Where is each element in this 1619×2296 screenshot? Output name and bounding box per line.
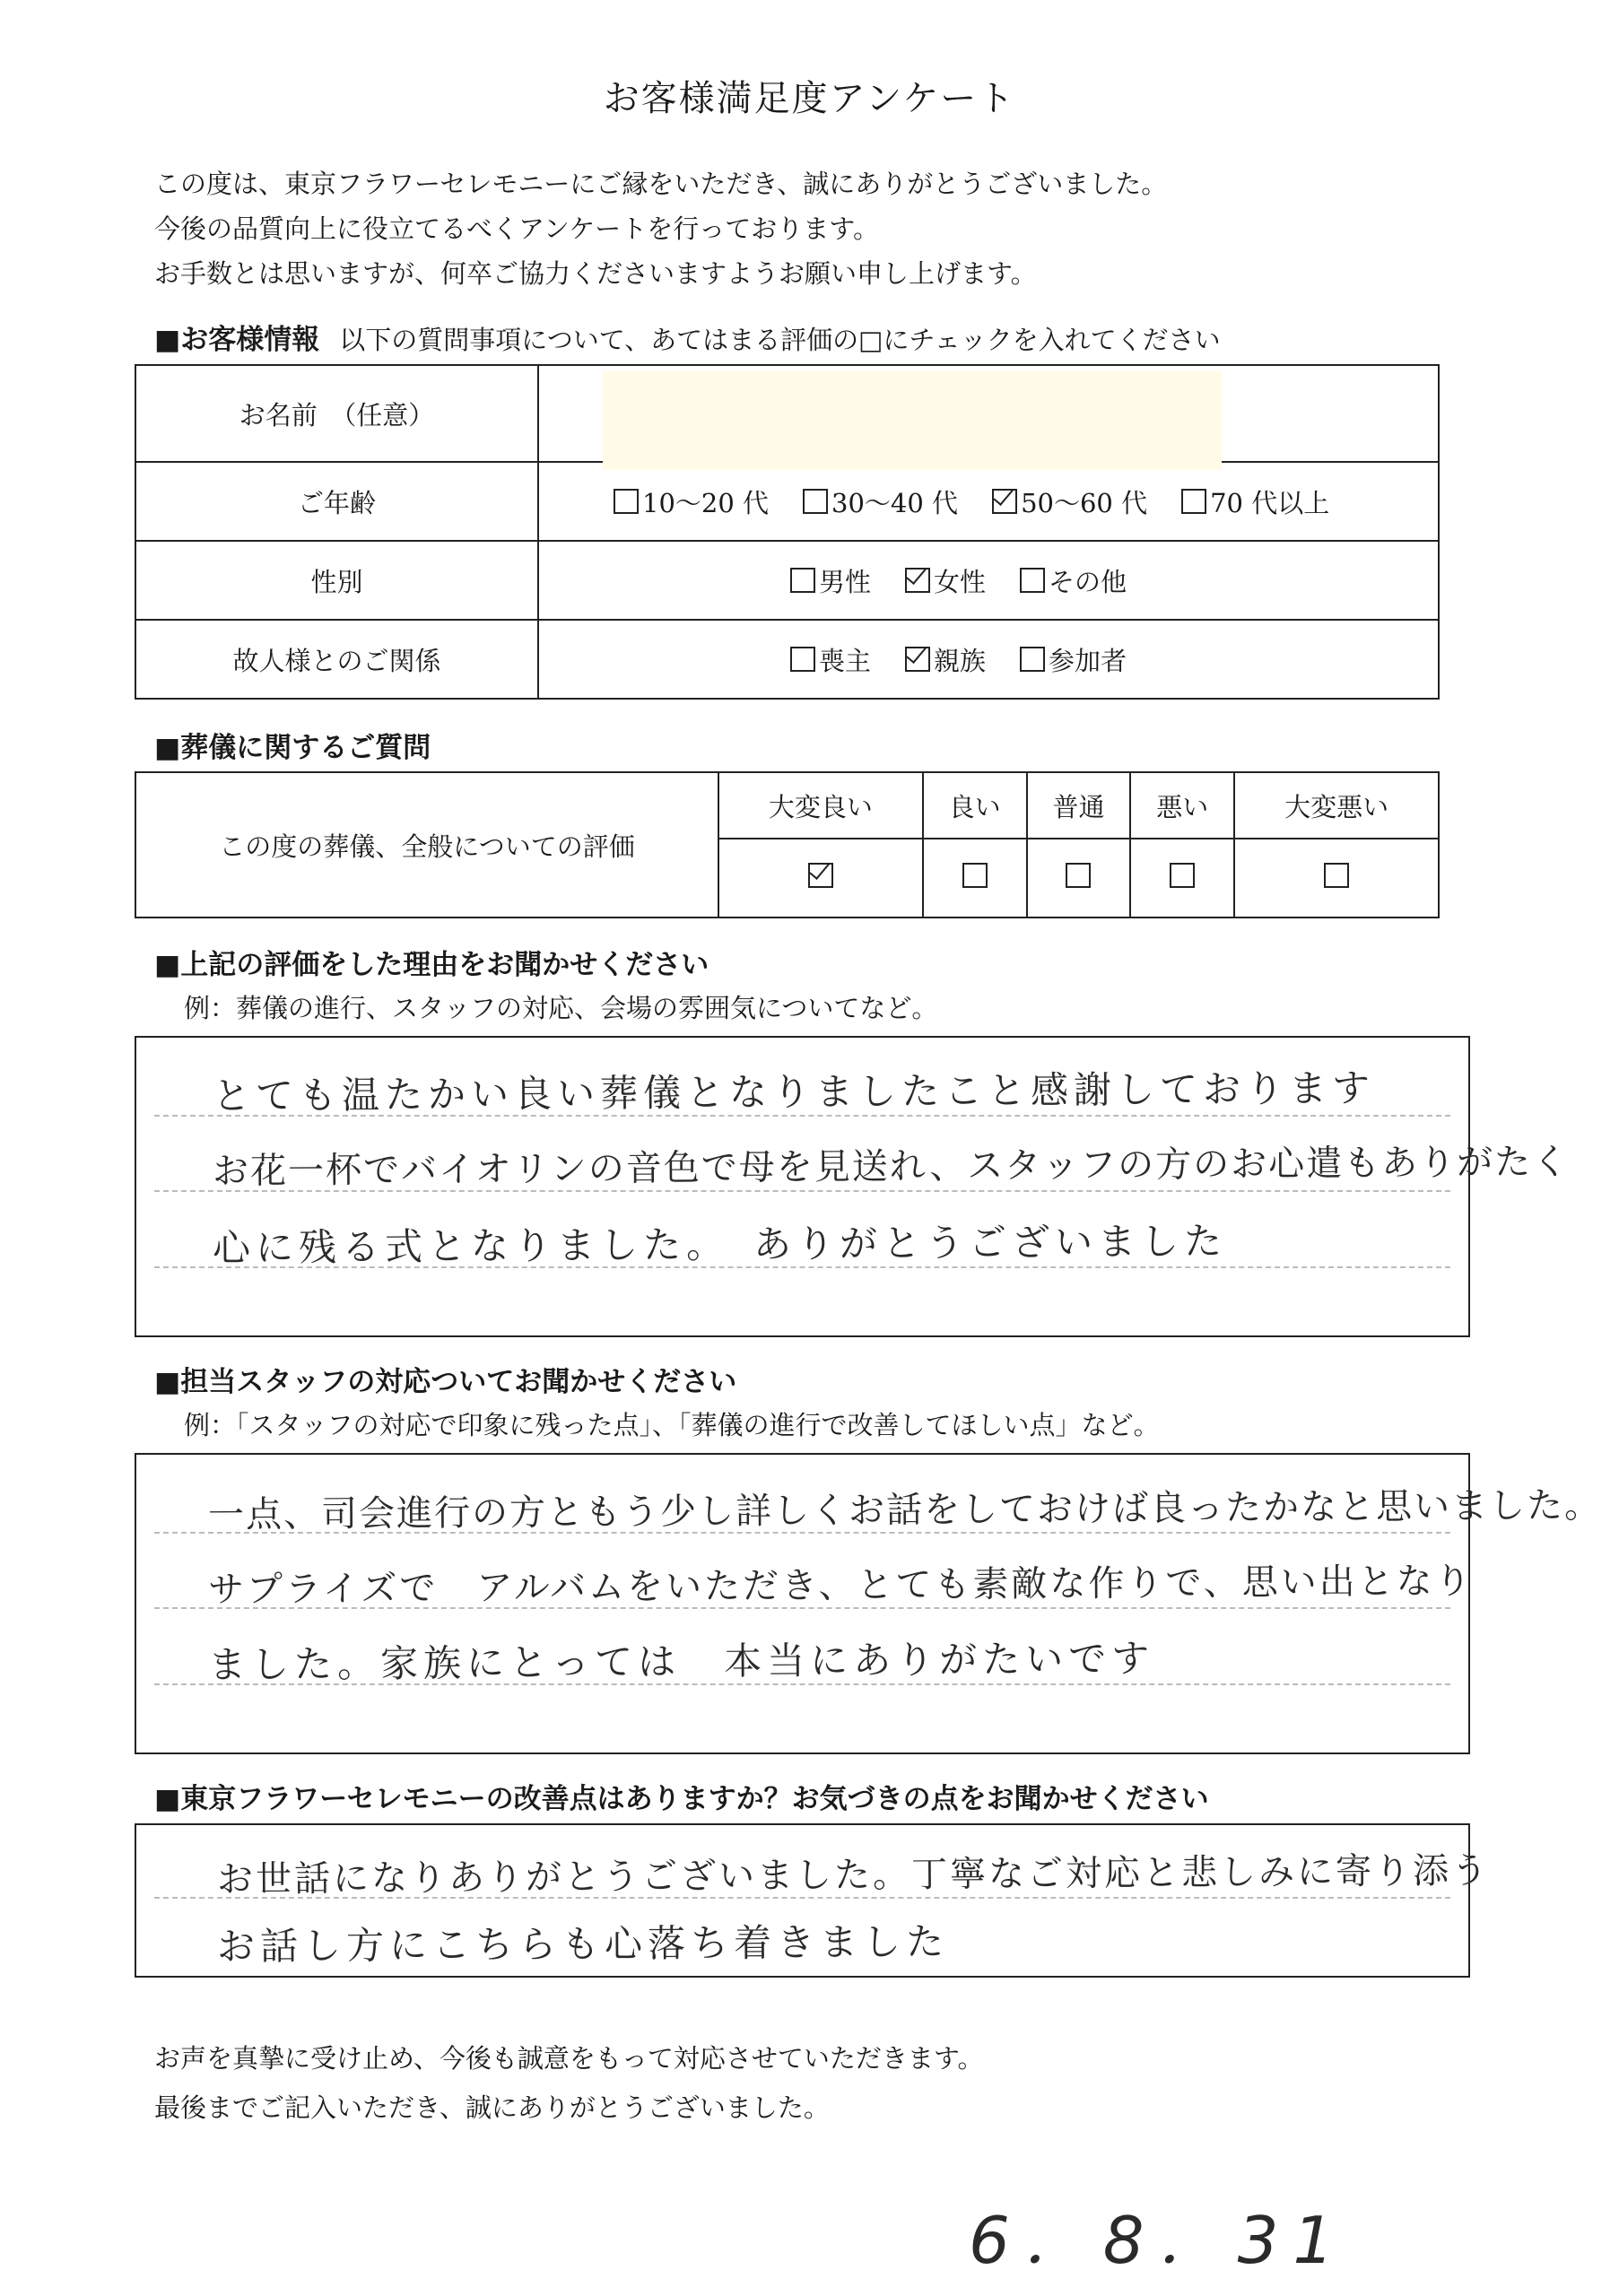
intro-line: この度は、東京フラワーセレモニーにご縁をいただき、誠にありがとうございました。	[154, 169, 1168, 199]
relation-option[interactable]	[1020, 641, 1127, 678]
option-label: 50～60 代	[1021, 487, 1148, 518]
checkbox[interactable]	[803, 489, 828, 514]
intro-line: お手数とは思いますが、何卒ご協力くださいますようお願い申し上げます。	[154, 258, 1037, 289]
intro-line: 今後の品質向上に役立てるべくアンケートを行っております。	[154, 213, 879, 244]
handwritten-line: 心に残る式となりました。 ありがとうございました	[212, 1219, 1228, 1270]
age-option[interactable]	[992, 483, 1147, 520]
funeral-questions-heading: ■葬儀に関するご質問	[154, 732, 431, 764]
age-options-cell	[538, 462, 1439, 541]
gender-option[interactable]	[1020, 562, 1127, 599]
staff-answer-box[interactable]	[135, 1453, 1603, 1754]
intro-text	[154, 161, 1167, 296]
section-title: ■お客様情報	[154, 324, 320, 356]
handwritten-line: お話し方にこちらも心落ち着きました	[216, 1919, 950, 1969]
relation-option[interactable]	[790, 641, 871, 678]
checkbox[interactable]	[962, 863, 988, 888]
checkbox[interactable]	[1324, 863, 1349, 888]
rating-cell[interactable]	[1234, 839, 1439, 918]
checkbox[interactable]	[790, 568, 815, 593]
checkbox[interactable]	[905, 647, 930, 672]
checkbox[interactable]	[1020, 568, 1045, 593]
funeral-rating-table	[135, 771, 1440, 918]
section-instruction: 以下の質問事項について、あてはまる評価の□にチェックを入れてください	[339, 325, 1221, 355]
checkbox[interactable]	[1020, 647, 1045, 672]
reason-heading: ■上記の評価をした理由をお聞かせください	[154, 949, 709, 981]
handwritten-line: 一点、司会進行の方ともう少し詳しくお話をしておけば良ったかなと思いました。	[207, 1484, 1603, 1536]
handwritten-line: お世話になりありがとうございました。丁寧なご対応と悲しみに寄り添う	[216, 1850, 1491, 1900]
option-label: 親族	[934, 645, 987, 676]
rating-cell[interactable]	[1130, 839, 1234, 918]
checkbox[interactable]	[1170, 863, 1195, 888]
rating-header: 良い	[923, 772, 1027, 839]
rating-row-label: この度の葬儀、全般についての評価	[135, 772, 718, 918]
closing-line: 最後までご記入いただき、誠にありがとうございました。	[154, 2092, 830, 2123]
checkbox[interactable]	[1181, 489, 1206, 514]
checkbox[interactable]	[992, 489, 1017, 514]
closing-line: お声を真摯に受け止め、今後も誠意をもって対応させていただきます。	[154, 2043, 984, 2074]
customer-info-heading	[154, 317, 1221, 357]
gender-option[interactable]	[790, 562, 871, 599]
checkbox[interactable]	[905, 568, 930, 593]
age-option[interactable]	[803, 483, 958, 520]
relation-option[interactable]	[905, 641, 986, 678]
reason-answer-box[interactable]	[135, 1036, 1571, 1337]
gender-option[interactable]	[905, 562, 986, 599]
staff-example: 例：「スタッフの対応で印象に残った点」、「葬儀の進行で改善してほしい点」など。	[184, 1410, 1160, 1440]
rating-header: 大変良い	[718, 772, 923, 839]
rating-cell[interactable]	[718, 839, 923, 918]
handwritten-line: ました。家族にとっては 本当にありがたいです	[207, 1636, 1155, 1687]
age-label: ご年齢	[135, 462, 538, 541]
age-option[interactable]	[1181, 483, 1329, 520]
handwritten-line: とても温たかい良い葬儀となりましたこと感謝しております	[212, 1065, 1376, 1118]
option-label: 男性	[819, 566, 872, 597]
option-label: 喪主	[819, 645, 872, 676]
option-label: その他	[1049, 566, 1127, 597]
reason-example: 例：葬儀の進行、スタッフの対応、会場の雰囲気についてなど。	[184, 993, 938, 1023]
redacted-name	[603, 371, 1222, 470]
option-label: 10～20 代	[642, 487, 770, 518]
option-label: 70 代以上	[1210, 487, 1330, 518]
closing-text	[154, 2034, 984, 2133]
improvement-heading: ■東京フラワーセレモニーの改善点はありますか？お気づきの点をお聞かせください	[154, 1783, 1209, 1815]
relation-options-cell	[538, 620, 1439, 699]
checkbox[interactable]	[790, 647, 815, 672]
option-label: 女性	[934, 566, 987, 597]
handwritten-date: 6．8．31	[969, 2203, 1349, 2278]
rating-header: 悪い	[1130, 772, 1234, 839]
name-label: お名前 （任意）	[135, 365, 538, 462]
checkbox[interactable]	[1066, 863, 1091, 888]
handwritten-line: サプライズで アルバムをいただき、とても素敵な作りで、思い出となり	[207, 1561, 1474, 1611]
relation-label: 故人様とのご関係	[135, 620, 538, 699]
checkbox[interactable]	[808, 863, 833, 888]
improvement-answer-box[interactable]	[135, 1823, 1491, 1978]
handwritten-line: お花一杯でバイオリンの音色で母を見送れ、スタッフの方のお心遣もありがたく	[212, 1141, 1571, 1193]
checkbox[interactable]	[614, 489, 639, 514]
rating-cell[interactable]	[923, 839, 1027, 918]
page-title: お客様満足度アンケート	[603, 78, 1016, 119]
rating-header: 普通	[1027, 772, 1131, 839]
rating-header: 大変悪い	[1234, 772, 1439, 839]
option-label: 参加者	[1049, 645, 1127, 676]
gender-label: 性別	[135, 541, 538, 620]
option-label: 30～40 代	[831, 487, 959, 518]
rating-cell[interactable]	[1027, 839, 1131, 918]
age-option[interactable]	[614, 483, 769, 520]
staff-heading: ■担当スタッフの対応ついてお聞かせください	[154, 1366, 737, 1398]
gender-options-cell	[538, 541, 1439, 620]
